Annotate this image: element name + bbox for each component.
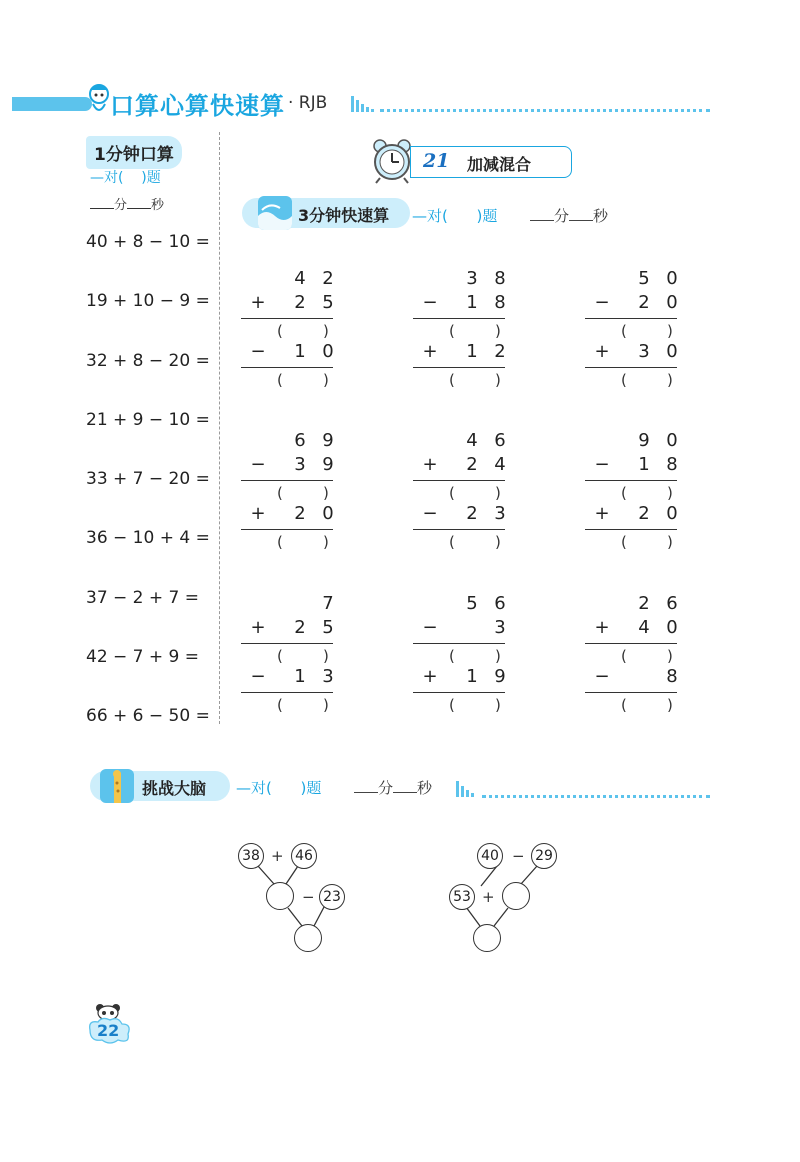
answer-paren-close[interactable]: ) (495, 371, 501, 389)
sum-line (585, 367, 677, 368)
digit: 2 (322, 268, 334, 289)
minute-label: 分 (114, 198, 128, 213)
answer-paren-open[interactable]: ( (277, 696, 283, 714)
digit: 2 (638, 292, 650, 313)
digit: 4 (466, 430, 478, 451)
digit: 4 (294, 268, 306, 289)
answer-paren-open[interactable]: ( (621, 322, 627, 340)
digit: 2 (294, 617, 306, 638)
mental-expression: 37 − 2 + 7 = (86, 588, 200, 608)
sum-line (413, 367, 505, 368)
digit: 5 (322, 617, 334, 638)
header-title: 口算心算快速算 (110, 92, 285, 120)
digit: 1 (638, 454, 650, 475)
digit: 3 (294, 454, 306, 475)
second-label: 秒 (417, 779, 433, 797)
vertical-problem (413, 593, 513, 723)
answer-paren-open[interactable]: ( (277, 484, 283, 502)
answer-paren-open[interactable]: ( (621, 696, 627, 714)
answer-paren-open[interactable]: ( (277, 647, 283, 665)
operator: − (302, 888, 315, 906)
digit: 2 (466, 454, 478, 475)
answer-paren-close[interactable]: ) (667, 371, 673, 389)
section2-score-suffix: )题 (300, 779, 322, 797)
answer-paren-open[interactable]: ( (277, 533, 283, 551)
number-circle: 23 (319, 884, 345, 910)
second-label: 秒 (151, 198, 165, 213)
second-blank[interactable] (393, 779, 417, 793)
sum-line (241, 318, 333, 319)
section-challenge-label: 挑战大脑 (142, 779, 207, 798)
lesson-number: 21 (423, 150, 450, 172)
header-subtitle: · RJB (288, 93, 328, 113)
answer-paren-close[interactable]: ) (667, 484, 673, 502)
section2-score-prefix: —对( (236, 779, 272, 797)
digit: 8 (494, 268, 506, 289)
vertical-problem (585, 593, 685, 723)
vertical-problem (413, 268, 513, 398)
answer-paren-close[interactable]: ) (323, 371, 329, 389)
left-time (90, 194, 164, 213)
operator: − (594, 666, 610, 687)
digit: 2 (638, 593, 650, 614)
operator: − (594, 454, 610, 475)
answer-paren-open[interactable]: ( (621, 484, 627, 502)
number-circle: 38 (238, 843, 264, 869)
digit: 6 (494, 593, 506, 614)
operator: + (250, 617, 266, 638)
answer-paren-close[interactable]: ) (495, 533, 501, 551)
operator: − (422, 503, 438, 524)
operator: + (594, 341, 610, 362)
mental-expression: 33 + 7 − 20 = (86, 469, 210, 489)
lesson-tag (410, 146, 572, 178)
operator: + (482, 888, 495, 906)
left-title-number: 1 (94, 145, 106, 165)
section2-dotted-line (482, 795, 710, 798)
left-section-title (86, 136, 182, 169)
section2-time (354, 777, 432, 798)
number-circle: 29 (531, 843, 557, 869)
number-circle: 46 (291, 843, 317, 869)
left-score-suffix: )题 (141, 170, 161, 186)
mental-expression: 32 + 8 − 20 = (86, 351, 210, 371)
operator: + (422, 666, 438, 687)
answer-paren-close[interactable]: ) (323, 484, 329, 502)
minute-label: 分 (554, 207, 570, 225)
sum-line (241, 692, 333, 693)
digit: 8 (666, 454, 678, 475)
second-blank[interactable] (127, 195, 151, 209)
operator: + (422, 341, 438, 362)
sum-line (413, 692, 505, 693)
answer-paren-close[interactable]: ) (323, 647, 329, 665)
digit: 9 (322, 430, 334, 451)
section1-score (412, 205, 497, 226)
operator: − (594, 292, 610, 313)
number-circle: 40 (477, 843, 503, 869)
digit: 5 (322, 292, 334, 313)
answer-circle[interactable] (502, 882, 530, 910)
digit: 4 (638, 617, 650, 638)
vertical-problem (585, 430, 685, 560)
digit: 0 (666, 617, 678, 638)
bars-icon (456, 781, 478, 797)
digit: 2 (294, 292, 306, 313)
digit: 0 (666, 430, 678, 451)
answer-paren-close[interactable]: ) (495, 322, 501, 340)
answer-paren-close[interactable]: ) (495, 647, 501, 665)
answer-circle[interactable] (266, 882, 294, 910)
digit: 6 (294, 430, 306, 451)
sum-line (585, 480, 677, 481)
digit: 2 (494, 341, 506, 362)
digit: 0 (666, 503, 678, 524)
header-dotted-line (380, 109, 710, 112)
digit: 0 (322, 341, 334, 362)
operator: + (250, 292, 266, 313)
mental-expression: 21 + 9 − 10 = (86, 410, 210, 430)
operator: + (250, 503, 266, 524)
mental-expression: 40 + 8 − 10 = (86, 232, 210, 252)
vertical-problem (241, 268, 341, 398)
sum-line (585, 318, 677, 319)
answer-paren-close[interactable]: ) (667, 322, 673, 340)
sum-line (413, 529, 505, 530)
operator: − (422, 292, 438, 313)
vertical-problem (585, 268, 685, 398)
wave-icon (258, 196, 292, 230)
digit: 1 (466, 341, 478, 362)
digit: 7 (322, 593, 334, 614)
section1-time (530, 205, 608, 226)
operator: − (422, 617, 438, 638)
vertical-problem (241, 593, 341, 723)
section1-score-suffix: )题 (476, 207, 498, 225)
second-label: 秒 (593, 207, 609, 225)
section-quick-calc-title (242, 198, 410, 228)
answer-paren-close[interactable]: ) (667, 533, 673, 551)
section1-score-prefix: —对( (412, 207, 448, 225)
digit: 3 (322, 666, 334, 687)
answer-paren-open[interactable]: ( (449, 484, 455, 502)
digit: 4 (494, 454, 506, 475)
answer-circle[interactable] (294, 924, 322, 952)
digit: 0 (666, 341, 678, 362)
minute-blank[interactable] (354, 779, 378, 793)
digit: 3 (466, 268, 478, 289)
digit: 2 (294, 503, 306, 524)
digit: 2 (466, 503, 478, 524)
operator: + (594, 617, 610, 638)
digit: 1 (466, 666, 478, 687)
sum-line (413, 318, 505, 319)
sum-line (585, 692, 677, 693)
section-quick-calc-label: 3分钟快速算 (298, 206, 390, 225)
digit: 0 (666, 292, 678, 313)
answer-paren-close[interactable]: ) (667, 647, 673, 665)
alarm-clock-icon (370, 138, 414, 184)
mental-expression: 66 + 6 − 50 = (86, 706, 210, 726)
digit: 2 (638, 503, 650, 524)
section-challenge-title (90, 771, 230, 801)
left-score-prefix: —对( (90, 170, 124, 186)
answer-paren-open[interactable]: ( (449, 322, 455, 340)
column-divider (219, 132, 220, 724)
answer-paren-open[interactable]: ( (621, 647, 627, 665)
digit: 3 (494, 617, 506, 638)
sum-line (241, 643, 333, 644)
second-blank[interactable] (569, 207, 593, 221)
mental-expression: 42 − 7 + 9 = (86, 647, 200, 667)
operator: − (512, 847, 525, 865)
sum-line (241, 480, 333, 481)
digit: 6 (494, 430, 506, 451)
vertical-problem (413, 430, 513, 560)
sum-line (413, 643, 505, 644)
answer-paren-open[interactable]: ( (621, 371, 627, 389)
sum-line (241, 367, 333, 368)
digit: 3 (494, 503, 506, 524)
digit: 9 (638, 430, 650, 451)
digit: 8 (666, 666, 678, 687)
sum-line (241, 529, 333, 530)
answer-paren-open[interactable]: ( (449, 533, 455, 551)
operator: + (422, 454, 438, 475)
digit: 3 (638, 341, 650, 362)
operator: − (250, 341, 266, 362)
minute-blank[interactable] (90, 195, 114, 209)
answer-circle[interactable] (473, 924, 501, 952)
answer-paren-open[interactable]: ( (277, 322, 283, 340)
answer-paren-close[interactable]: ) (323, 696, 329, 714)
left-score (90, 167, 161, 187)
left-title-text: 分钟口算 (105, 145, 174, 165)
sum-line (413, 480, 505, 481)
operator: + (271, 847, 284, 865)
page-number: 22 (97, 1021, 120, 1040)
digit: 8 (494, 292, 506, 313)
mental-expression: 19 + 10 − 9 = (86, 291, 210, 311)
digit: 0 (322, 503, 334, 524)
number-circle: 53 (449, 884, 475, 910)
answer-paren-open[interactable]: ( (449, 647, 455, 665)
answer-paren-open[interactable]: ( (277, 371, 283, 389)
digit: 9 (322, 454, 334, 475)
answer-paren-close[interactable]: ) (495, 696, 501, 714)
answer-paren-open[interactable]: ( (449, 371, 455, 389)
digit: 1 (294, 341, 306, 362)
answer-paren-open[interactable]: ( (621, 533, 627, 551)
answer-paren-close[interactable]: ) (323, 533, 329, 551)
answer-paren-close[interactable]: ) (495, 484, 501, 502)
digit: 6 (666, 593, 678, 614)
giraffe-icon (100, 769, 134, 803)
vertical-problem (241, 430, 341, 560)
bars-icon (351, 96, 375, 112)
answer-paren-open[interactable]: ( (449, 696, 455, 714)
answer-paren-close[interactable]: ) (323, 322, 329, 340)
mental-expression: 36 − 10 + 4 = (86, 528, 210, 548)
sum-line (585, 643, 677, 644)
header-color-bar (12, 97, 92, 111)
lesson-name: 加减混合 (467, 155, 532, 174)
digit: 5 (466, 593, 478, 614)
minute-label: 分 (378, 779, 394, 797)
digit: 5 (638, 268, 650, 289)
operator: − (250, 666, 266, 687)
minute-blank[interactable] (530, 207, 554, 221)
digit: 9 (494, 666, 506, 687)
digit: 0 (666, 268, 678, 289)
sum-line (585, 529, 677, 530)
digit: 1 (466, 292, 478, 313)
operator: − (250, 454, 266, 475)
answer-paren-close[interactable]: ) (667, 696, 673, 714)
digit: 1 (294, 666, 306, 687)
section2-score (236, 777, 321, 798)
operator: + (594, 503, 610, 524)
